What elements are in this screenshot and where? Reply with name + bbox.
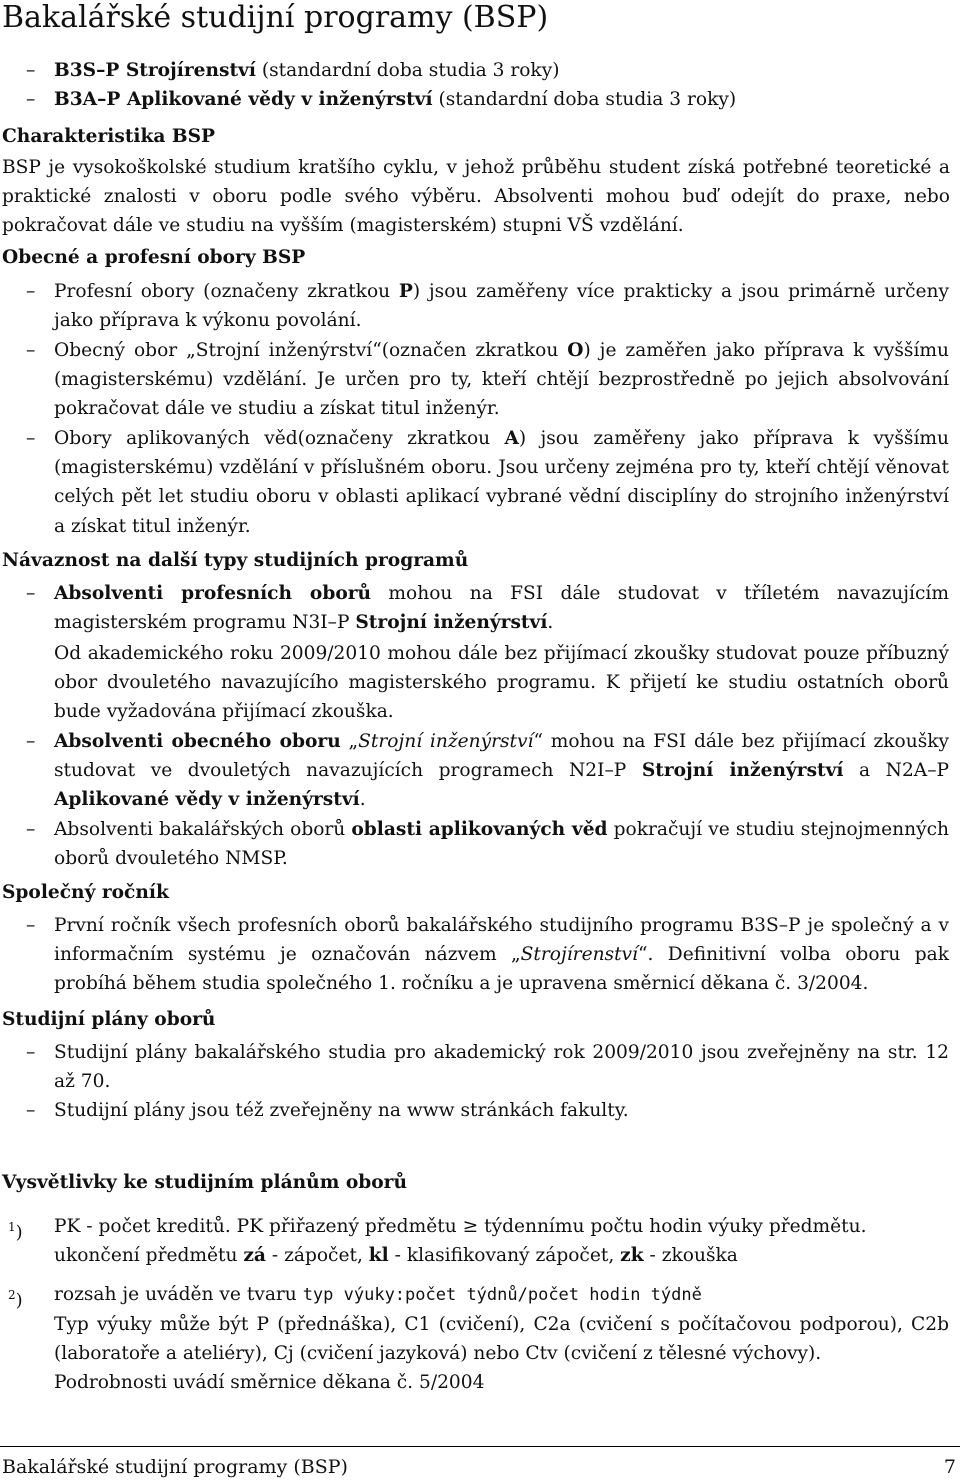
paragraph: BSP je vysokoškolské studium kratšího cyklu, v jehož průběhu student získá potřebné teoretické a praktické znalosti v oboru podle svého výběru. Absolventi mohou buď odejít do praxe, nebo pokračovat dále ve studiu na vyšším (magisterském) stupni VŠ vzdělání. bbox=[2, 157, 950, 237]
program-item: – B3A–P Aplikované vědy v inženýrství (standardní doba studia 3 roky) bbox=[26, 89, 737, 110]
section-heading: Návaznost na další typy studijních programů bbox=[2, 550, 469, 571]
footnote-text: PK - počet kreditů. PK přiřazený předmětu ≥ týdennímu počtu hodin výuky předmětu. ukončení předmětu zá - zápočet, kl - klasifikovaný zápočet, zk - zkouška bbox=[54, 1216, 867, 1267]
footnote-text: Podrobnosti uvádí směrnice děkana č. 5/2004 bbox=[54, 1372, 485, 1393]
footnote-marker: $^1$) bbox=[8, 1220, 23, 1243]
list-item: – Studijní plány bakalářského studia pro akademický rok 2009/2010 jsou zveřejněny na str. 12 až 70. bbox=[26, 1042, 949, 1093]
footnote-text: Typ výuky může být P (přednáška), C1 (cvičení), C2a (cvičení s počítačovou podporou), C2b (laboratoře a ateliéry), Cj (cvičení jazyková) nebo Ctv (cvičení z tělesné výchovy). bbox=[54, 1314, 949, 1365]
section-heading: Společný ročník bbox=[2, 882, 169, 903]
section-heading: Obecné a profesní obory BSP bbox=[2, 247, 306, 268]
program-code: B3A–P Aplikované vědy v inženýrství bbox=[54, 89, 433, 110]
section-heading: Vysvětlivky ke studijním plánům oborů bbox=[2, 1172, 407, 1193]
program-code: B3S–P Strojírenství bbox=[54, 60, 256, 81]
page-number: 7 bbox=[943, 1456, 956, 1478]
section-heading: Charakteristika BSP bbox=[2, 126, 216, 147]
list-item: – Absolventi profesních oborů mohou na FSI dále studovat v tříletém navazujícím magisterském programu N3I–P Strojní inženýrství. bbox=[26, 583, 949, 634]
program-note: (standardní doba studia 3 roky) bbox=[261, 60, 560, 81]
list-item-continuation: Od akademického roku 2009/2010 mohou dále bez přijímací zkoušky studovat pouze příbuzný obor dvouletého navazujícího magisterského programu. K přijetí ke studiu ostatních oborů bude vyžadována přijímací zkouška. bbox=[54, 643, 949, 723]
list-item: – Absolventi obecného oboru „Strojní inženýrství“ mohou na FSI dále bez přijímací zkoušky studovat ve dvouletých navazujících programech N2I–P Strojní inženýrství a N2A–P Aplikované vědy v inženýrství. bbox=[26, 731, 950, 811]
list-item: – Profesní obory (označeny zkratkou P) jsou zaměřeny více prakticky a jsou primárně určeny jako příprava k výkonu povolání. bbox=[26, 281, 949, 332]
ge-symbol: ≥ bbox=[462, 1216, 479, 1237]
page-title: Bakalářské studijní programy (BSP) bbox=[2, 0, 549, 35]
footnote-marker: $^2$) bbox=[8, 1288, 23, 1311]
format-code: typ výuky:počet týdnů/počet hodin týdně bbox=[302, 1285, 702, 1305]
program-note: (standardní doba studia 3 roky) bbox=[438, 89, 737, 110]
footer-rule bbox=[0, 1446, 960, 1447]
section-heading: Studijní plány oborů bbox=[2, 1009, 216, 1030]
footer-title: Bakalářské studijní programy (BSP) bbox=[2, 1456, 348, 1478]
list-item: – Absolventi bakalářských oborů oblasti aplikovaných věd pokračují ve studiu stejnojmenných oborů dvouletého NMSP. bbox=[26, 819, 949, 870]
footnote-text: rozsah je uváděn ve tvaru typ výuky:počet týdnů/počet hodin týdně bbox=[54, 1284, 702, 1305]
program-item: – B3S–P Strojírenství (standardní doba studia 3 roky) bbox=[26, 60, 560, 81]
list-item: – Obecný obor „Strojní inženýrství“(označen zkratkou O) je zaměřen jako příprava k vyššímu (magisterskému) vzdělání. Je určen pro ty, kteří chtějí bezprostředně po jejich absolvování pokračovat dále ve studiu a získat titul inženýr. bbox=[26, 340, 949, 420]
list-item: – První ročník všech profesních oborů bakalářského studijního programu B3S–P je společný a v informačním systému je označován názvem „Strojírenství“. Definitivní volba oboru pak probíhá během studia společného 1. ročníku a je upravena směrnicí děkana č. 3/2004. bbox=[26, 915, 949, 995]
list-item: – Studijní plány jsou též zveřejněny na www stránkách fakulty. bbox=[26, 1100, 629, 1121]
list-item: – Obory aplikovaných věd(označeny zkratkou A) jsou zaměřeny jako příprava k vyššímu (magisterskému) vzdělání v příslušném oboru. Jsou určeny zejména pro ty, kteří chtějí věnovat celých pět let studiu oboru v oblasti aplikací vybrané vědní disciplíny do strojního inženýrství a získat titul inženýr. bbox=[26, 428, 950, 537]
